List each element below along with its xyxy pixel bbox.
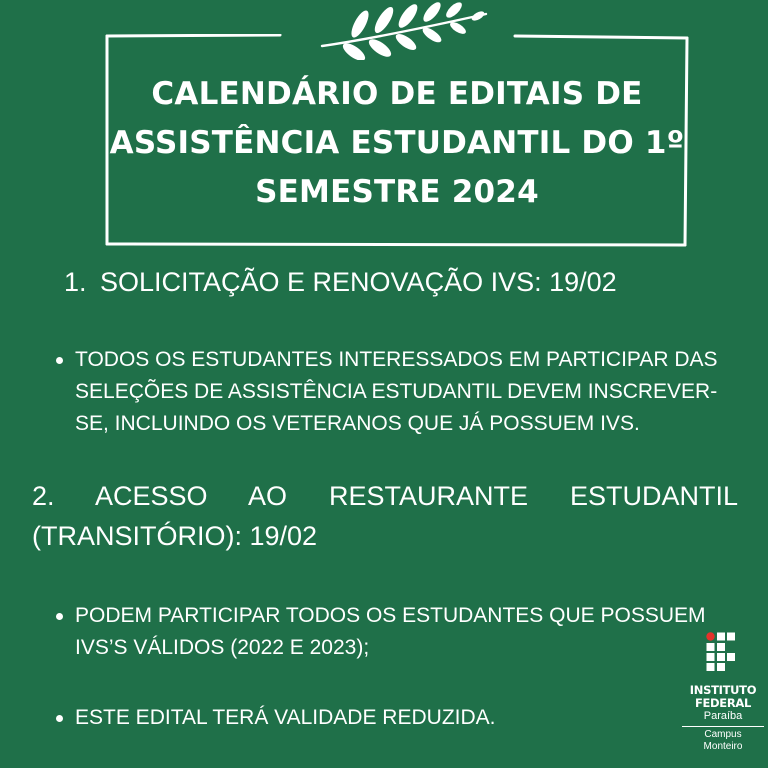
title-line-1: CALENDÁRIO DE EDITAIS DE xyxy=(151,76,643,112)
section-1-bullet-list xyxy=(54,344,744,440)
section-2-bullet-list-continued xyxy=(54,702,654,734)
list-item: TODOS OS ESTUDANTES INTERESSADOS EM PARTICIPAR DAS SELEÇÕES DE ASSISTÊNCIA ESTUDANTIL DEVEM INSCREVER-SE, INCLUINDO OS VETERANOS QUE JÁ POSSUEM IVS. xyxy=(54,344,744,440)
section-1-heading-text: SOLICITAÇÃO E RENOVAÇÃO IVS: 19/02 xyxy=(100,267,617,297)
institute-name xyxy=(680,684,766,710)
logo-divider xyxy=(682,726,764,727)
institute-state: Paraíba xyxy=(703,710,743,722)
title-line-3: SEMESTRE 2024 xyxy=(255,174,539,210)
section-2-bullet-list xyxy=(54,600,744,664)
section-1-heading xyxy=(64,262,617,302)
campus-name xyxy=(680,729,766,753)
section-2-heading: 2. ACESSO AO RESTAURANTE ESTUDANTIL (TRANSITÓRIO): 19/02 xyxy=(32,481,738,551)
campus-label: Campus xyxy=(704,729,742,740)
title-line-2: ASSISTÊNCIA ESTUDANTIL DO 1º xyxy=(109,125,685,161)
institute-name-line-2: FEDERAL xyxy=(694,696,752,710)
page-title xyxy=(105,70,689,217)
section-1-number: 1. xyxy=(64,267,87,297)
campus-city: Monteiro xyxy=(703,741,743,752)
institute-name-line-1: INSTITUTO xyxy=(689,683,757,697)
institute-logo-icon xyxy=(706,632,742,676)
institute-logo xyxy=(680,632,766,750)
list-item: ESTE EDITAL TERÁ VALIDADE REDUZIDA. xyxy=(54,702,654,734)
list-item: PODEM PARTICIPAR TODOS OS ESTUDANTES QUE POSSUEM IVS’S VÁLIDOS (2022 E 2023); xyxy=(54,600,715,664)
title-frame xyxy=(105,34,689,248)
